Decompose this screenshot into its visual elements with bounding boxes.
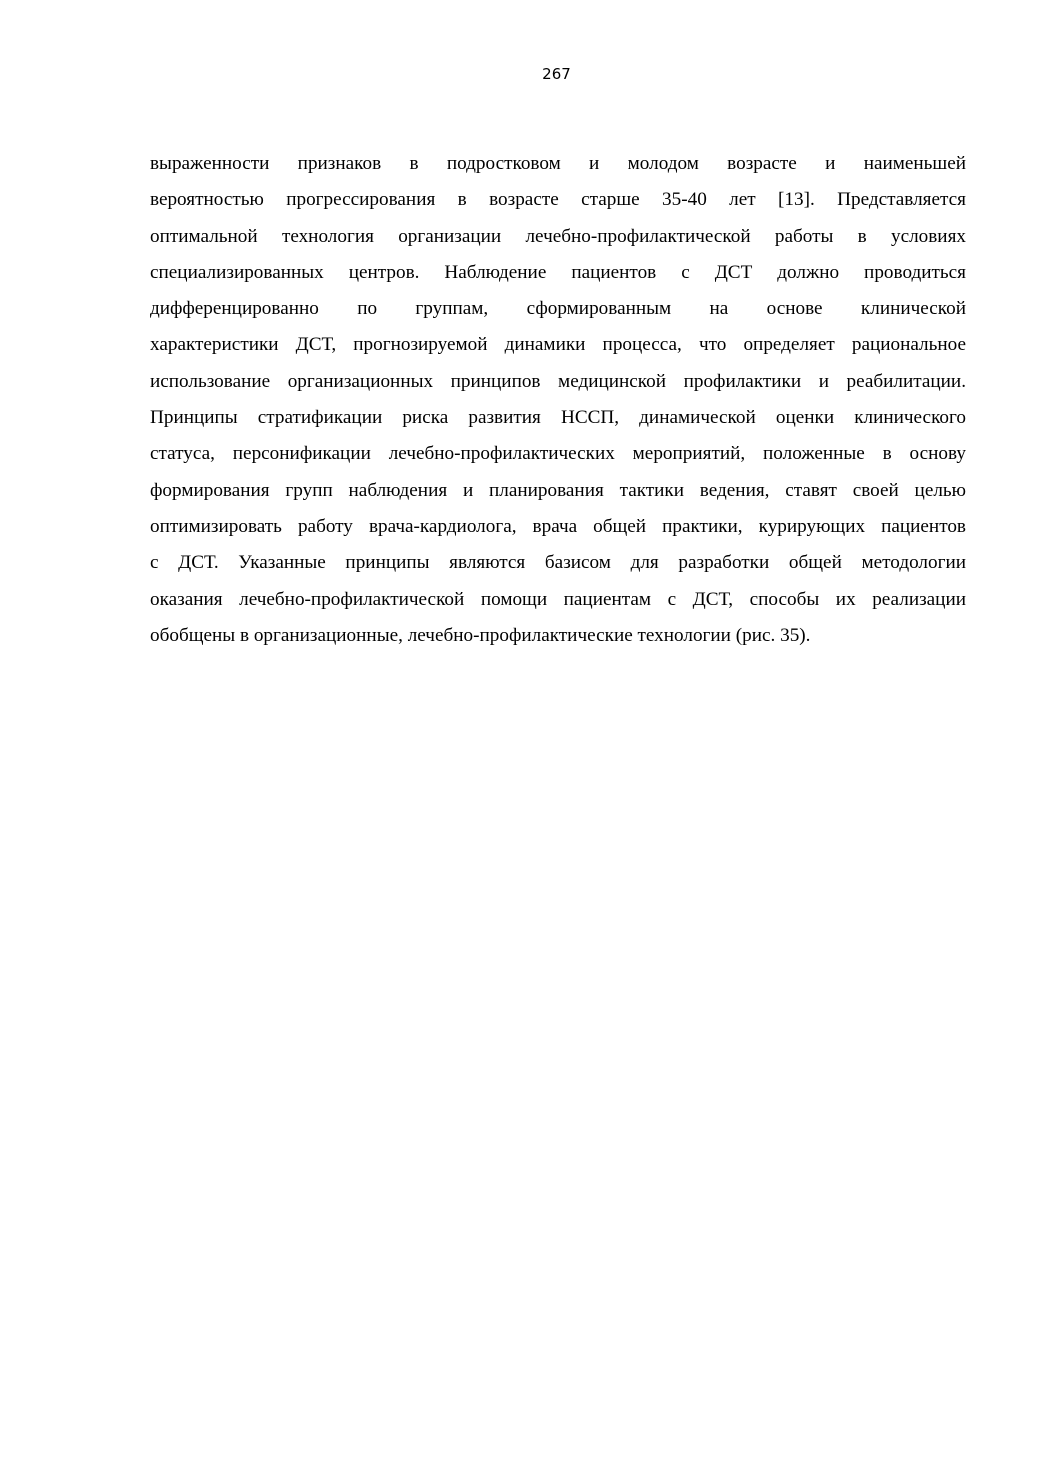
- page-number: 267: [542, 65, 571, 83]
- text-line: оптимальной технология организации лечебно-профилактической работы в условиях: [150, 225, 966, 247]
- text-line: вероятностью прогрессирования в возрасте старше 35-40 лет [13]. Представляется: [150, 189, 966, 211]
- text-line: оказания лечебно-профилактической помощи пациентам с ДСТ, способы их реализации: [150, 588, 966, 610]
- text-line: специализированных центров. Наблюдение пациентов с ДСТ должно проводиться: [150, 261, 966, 283]
- text-line: выраженности признаков в подростковом и молодом возрасте и наименьшей: [150, 153, 966, 174]
- text-line: Принципы стратификации риска развития НССП, динамической оценки клинического: [150, 407, 966, 429]
- text-line: оптимизировать работу врача-кардиолога, врача общей практики, курирующих пациентов: [150, 515, 966, 537]
- text-line: обобщены в организационные, лечебно-профилактические технологии (рис. 35).: [150, 624, 811, 646]
- text-line: использование организационных принципов медицинской профилактики и реабилитации.: [150, 370, 966, 392]
- text-line: статуса, персонификации лечебно-профилактических мероприятий, положенные в основу: [150, 443, 966, 465]
- text-line: характеристики ДСТ, прогнозируемой динамики процесса, что определяет рациональное: [150, 334, 966, 356]
- text-line: с ДСТ. Указанные принципы являются базисом для разработки общей методологии: [150, 552, 966, 574]
- text-line: формирования групп наблюдения и планирования тактики ведения, ставят своей целью: [150, 479, 966, 501]
- text-line: дифференцированно по группам, сформированным на основе клинической: [150, 298, 966, 320]
- body-paragraph: [150, 146, 966, 654]
